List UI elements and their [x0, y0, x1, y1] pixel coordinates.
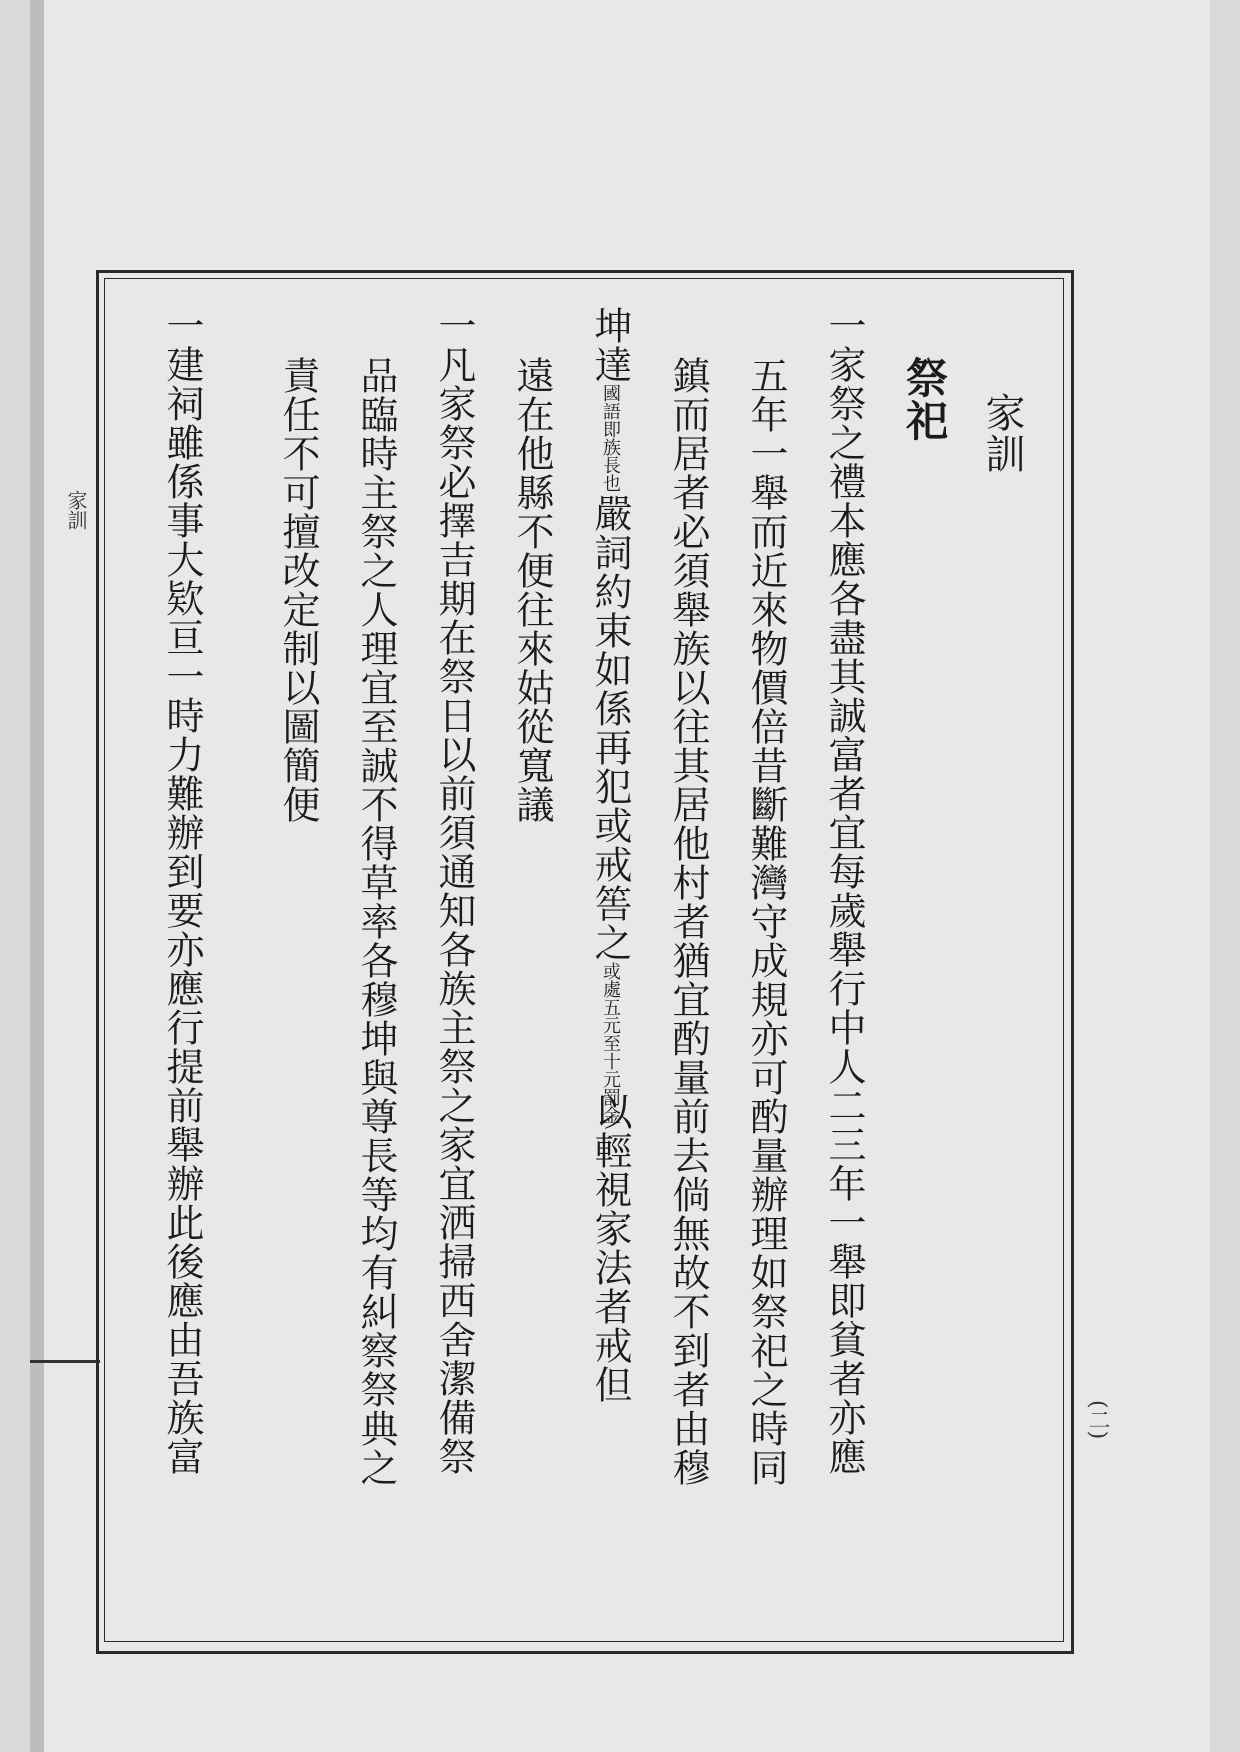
- page-number: (二): [1085, 1400, 1110, 1440]
- text-column-9: 一建祠雖係事大欵亘一時力難辦到要亦應行提前舉辦此後應由吾族富: [160, 306, 204, 1476]
- text-column-1: 一家祭之禮本應各盡其誠富者宜每歲舉行中人二三年一舉即貧者亦應: [822, 306, 866, 1476]
- section-heading: 祭祀: [900, 356, 949, 442]
- text-column-8: 責任不可擅改定制以圖簡便: [276, 356, 320, 824]
- text-column-4: [586, 306, 634, 1404]
- annotation-1: 國語即族長也: [600, 384, 621, 492]
- text-column-7: 品臨時主祭之人理宜至誠不得草率各穆坤與尊長等均有糾察祭典之: [354, 356, 398, 1487]
- document-title: 家訓: [979, 392, 1025, 474]
- text-column-4-part-c: 以輕視家法者戒但: [588, 1092, 632, 1404]
- text-column-3: 鎮而居者必須舉族以往其居他村者猶宜酌量前去倘無故不到者由穆: [666, 356, 710, 1487]
- gutter-rule: [30, 1360, 100, 1363]
- text-column-6: 一凡家祭必擇吉期在祭日以前須通知各族主祭之家宜洒掃西舍潔備祭: [432, 306, 476, 1476]
- side-label: 家訓: [64, 490, 88, 530]
- text-column-5: 遠在他縣不便往來姑從寬議: [510, 356, 554, 824]
- text-frame-inner: [104, 278, 1064, 1642]
- text-column-4-part-a: 坤達: [588, 306, 632, 384]
- book-spine: [30, 0, 44, 1752]
- text-column-2: 五年一舉而近來物價倍昔斷難灣守成規亦可酌量辦理如祭祀之時同: [744, 356, 788, 1487]
- text-column-4-part-b: 嚴詞約束如係再犯或戒筶之: [588, 494, 632, 962]
- annotation-2: 或處五元至十元罰金: [600, 962, 621, 1124]
